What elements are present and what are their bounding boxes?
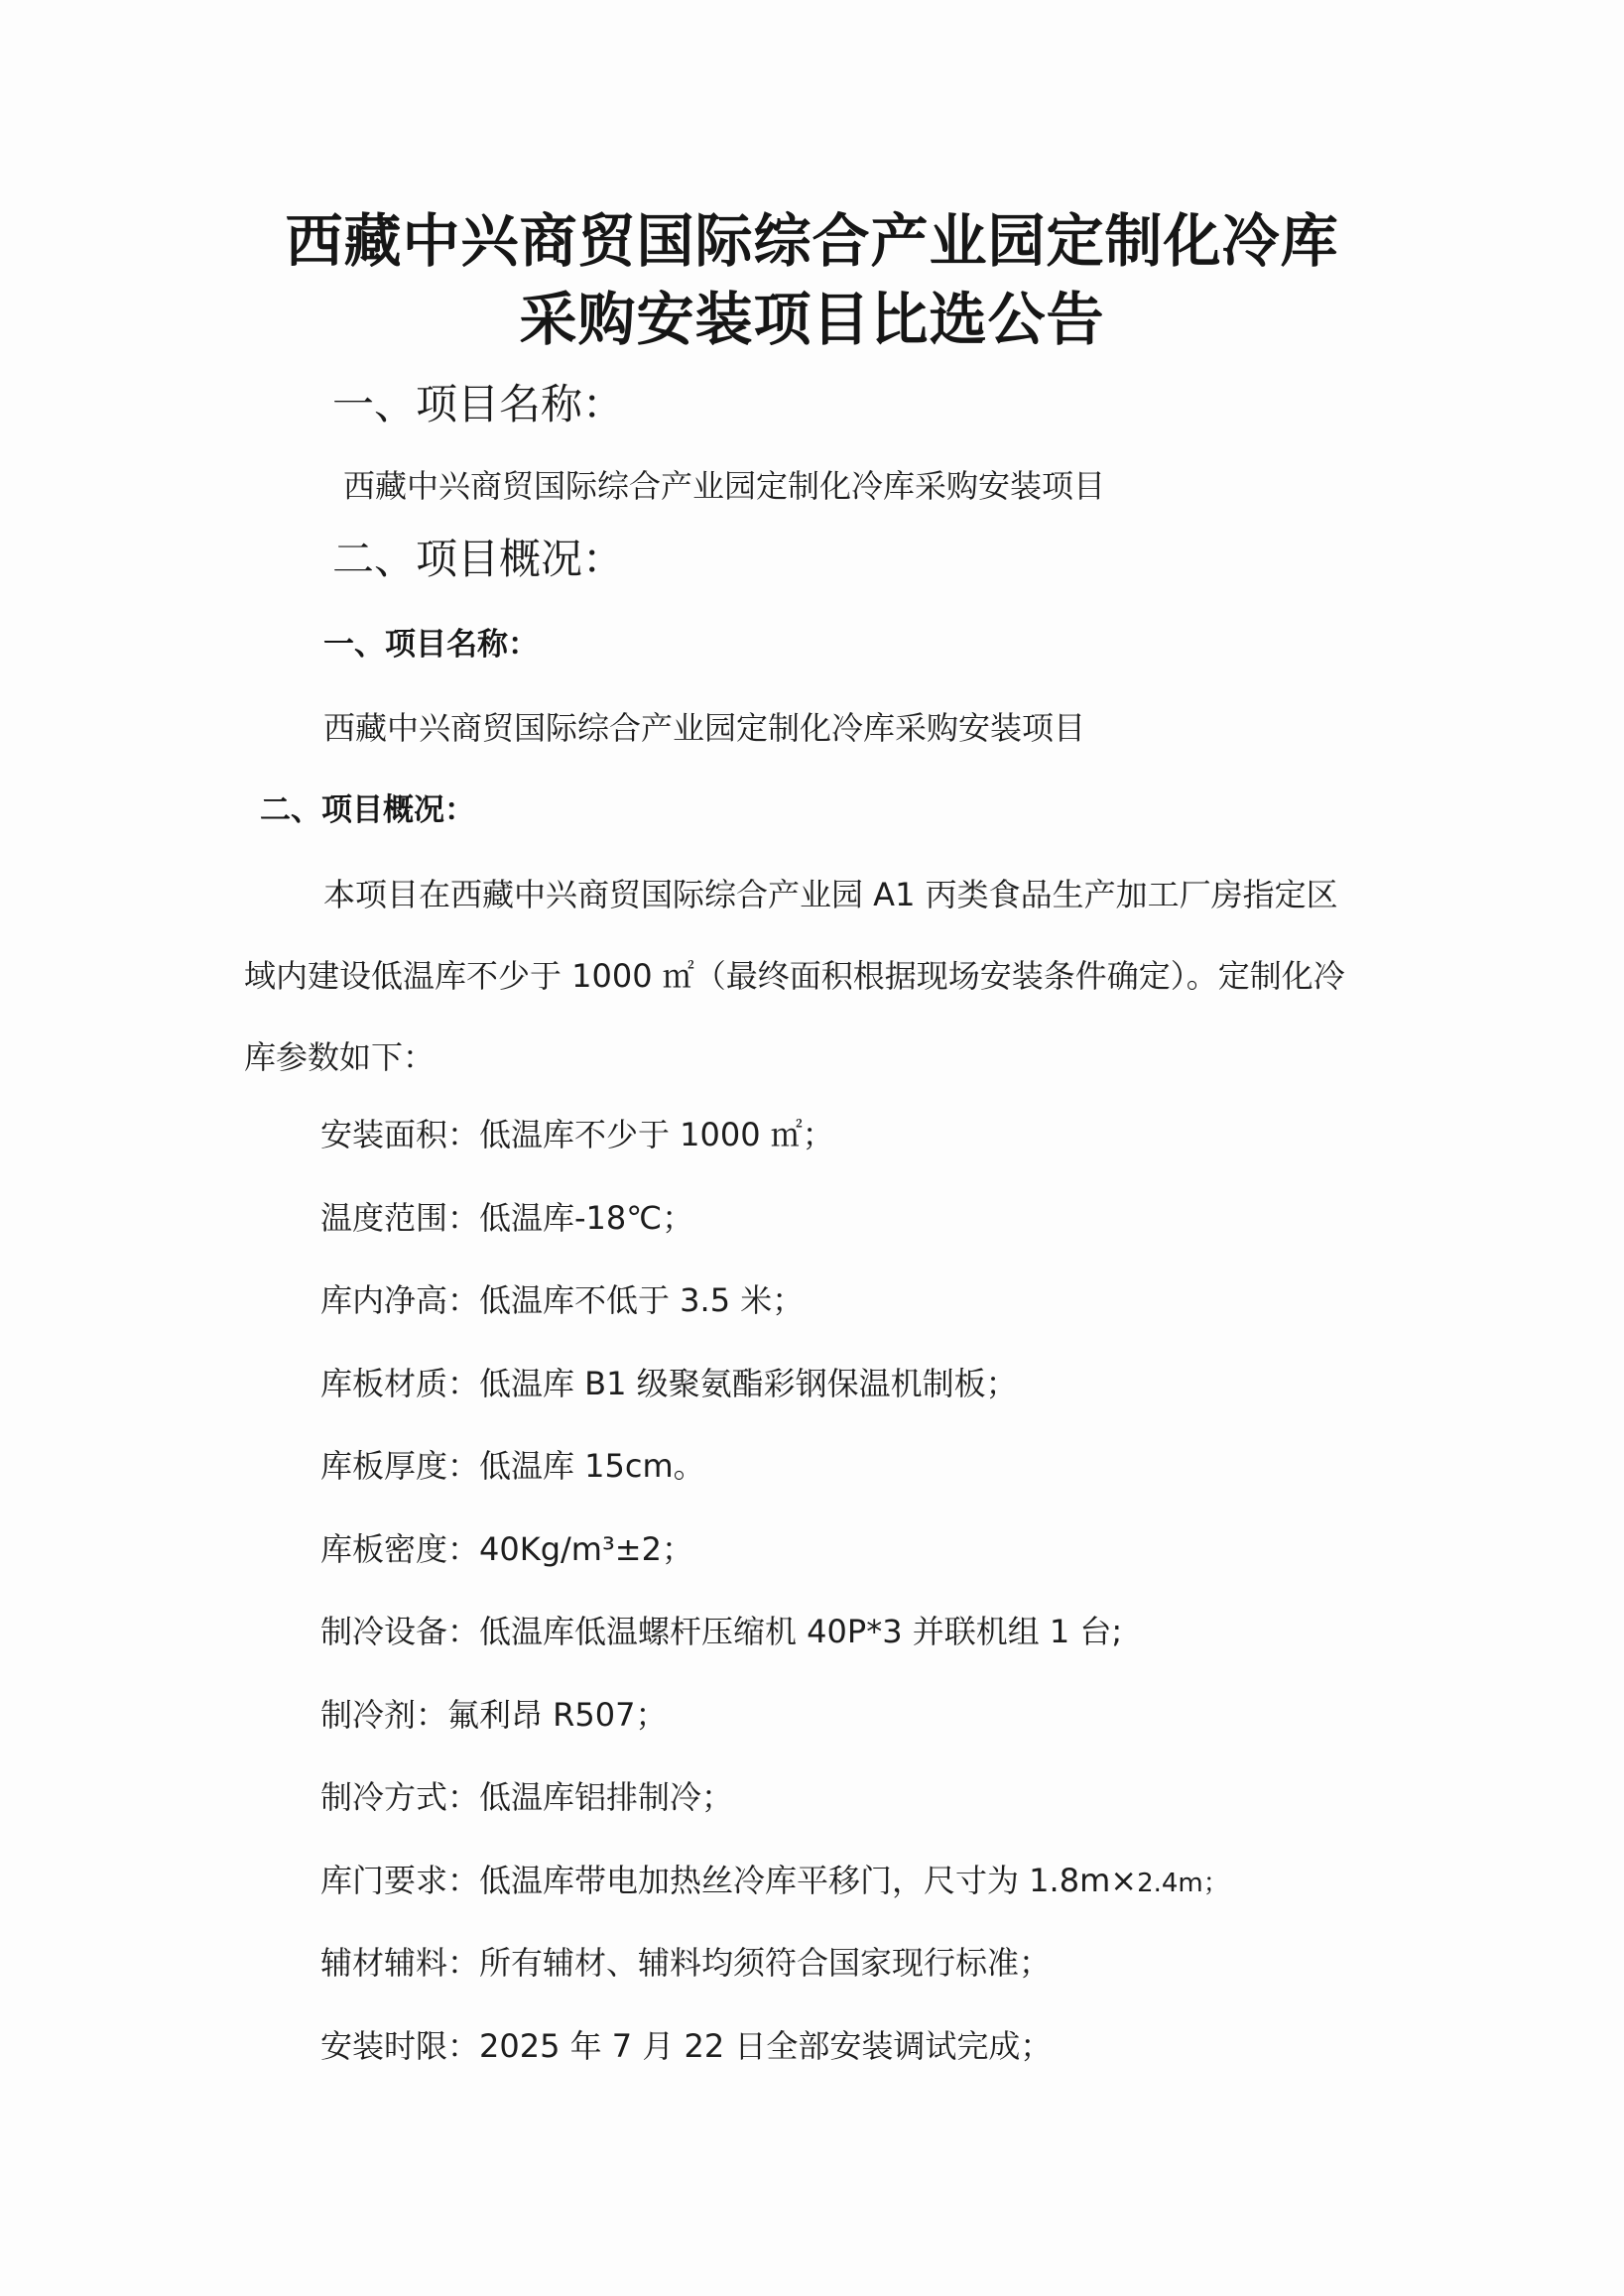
param-install-area: 安装面积：低温库不少于 1000 ㎡； bbox=[320, 1116, 834, 1153]
param-temperature-range: 温度范围：低温库-18℃； bbox=[320, 1198, 694, 1237]
param-clear-height: 库内净高：低温库不低于 3.5 米； bbox=[320, 1281, 805, 1319]
param-auxiliary-materials: 辅材辅料：所有辅材、辅料均须符合国家现行标准； bbox=[320, 1944, 1052, 1982]
param-panel-density: 库板密度：40Kg/m³±2； bbox=[320, 1529, 693, 1568]
door-req-tail: 2.4m； bbox=[1137, 1868, 1229, 1898]
param-door-requirement bbox=[320, 1859, 1229, 1942]
subsection-1-heading: 一、项目名称： bbox=[323, 627, 539, 663]
document-title-line-2: 采购安装项目比选公告 bbox=[519, 286, 1105, 353]
section-2-heading: 二、项目概况： bbox=[332, 535, 625, 583]
door-req-main: 库门要求：低温库带电加热丝冷库平移门，尺寸为 1.8m× bbox=[320, 1861, 1138, 1899]
overview-line-1: 本项目在西藏中兴商贸国际综合产业园 A1 丙类食品生产加工厂房指定区 bbox=[323, 876, 1338, 913]
param-panel-thickness: 库板厚度：低温库 15cm。 bbox=[320, 1447, 705, 1485]
overview-line-3: 库参数如下： bbox=[244, 1038, 436, 1076]
section-1-text: 西藏中兴商贸国际综合产业园定制化冷库采购安装项目 bbox=[343, 467, 1106, 505]
overview-line-2: 域内建设低温库不少于 1000 ㎡（最终面积根据现场安装条件确定）。定制化冷 bbox=[244, 957, 1345, 995]
subsection-1-text: 西藏中兴商贸国际综合产业园定制化冷库采购安装项目 bbox=[323, 709, 1086, 747]
section-1-heading: 一、项目名称： bbox=[332, 380, 625, 428]
parameter-list bbox=[320, 1113, 1229, 2107]
document-title-line-1: 西藏中兴商贸国际综合产业园定制化冷库 bbox=[285, 207, 1339, 275]
param-refrigeration-method: 制冷方式：低温库铝排制冷； bbox=[320, 1778, 734, 1816]
param-refrigeration-equipment: 制冷设备：低温库低温螺杆压缩机 40P*3 并联机组 1 台; bbox=[320, 1613, 1123, 1650]
param-install-deadline: 安装时限：2025 年 7 月 22 日全部安装调试完成； bbox=[320, 2026, 1053, 2065]
subsection-2-heading: 二、项目概况： bbox=[260, 792, 475, 828]
param-panel-material: 库板材质：低温库 B1 级聚氨酯彩钢保温机制板； bbox=[320, 1364, 1018, 1402]
param-refrigerant: 制冷剂：氟利昂 R507； bbox=[320, 1695, 668, 1734]
